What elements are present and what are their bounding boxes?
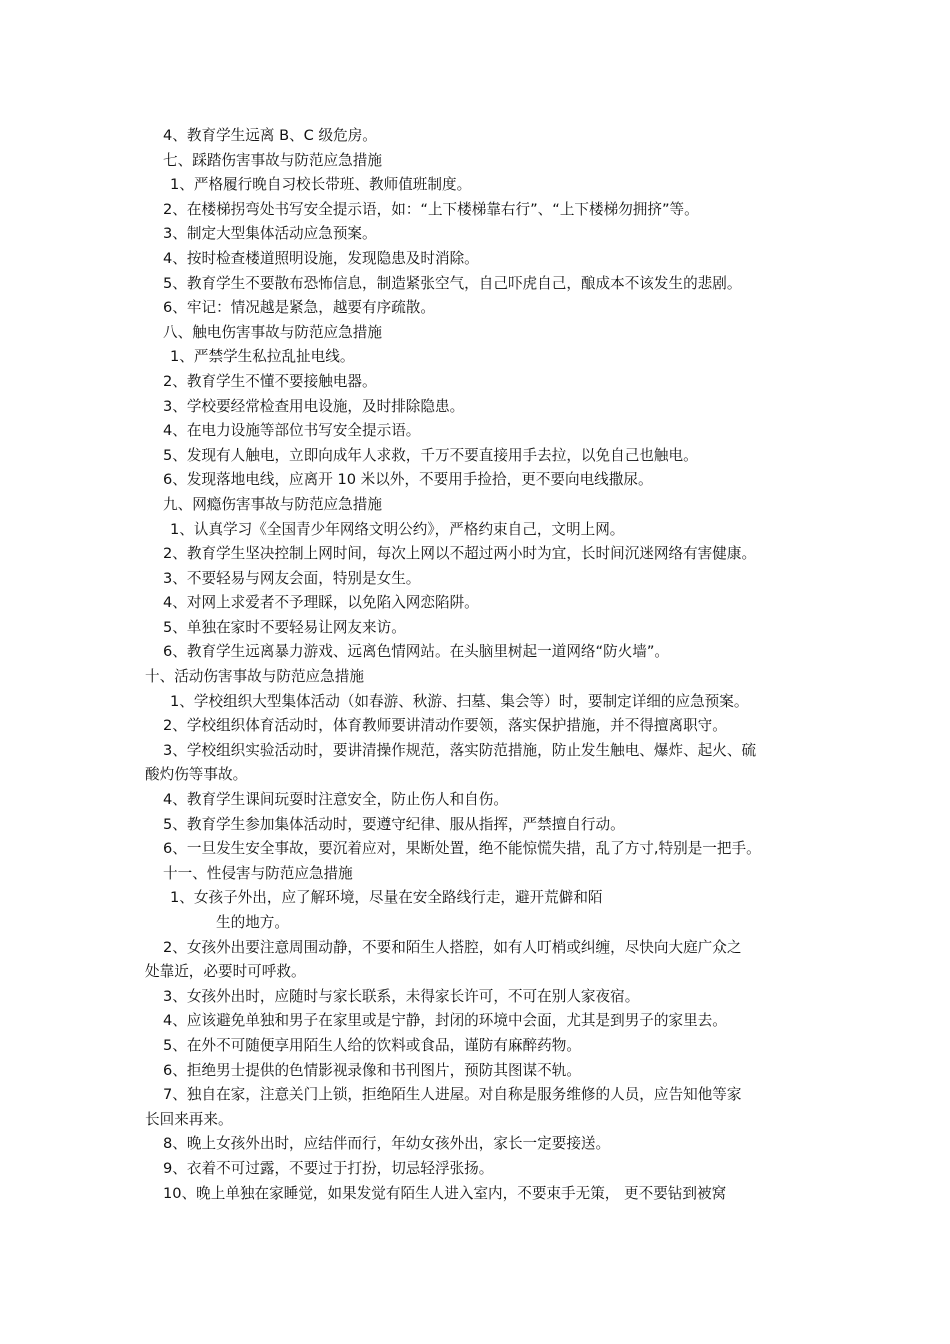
paragraph-line: 长回来再来。 (145, 1110, 233, 1128)
paragraph-line: 4、对网上求爱者不予理睬，以免陷入网恋陷阱。 (163, 594, 479, 612)
paragraph-line: 6、发现落地电线，应离开 10 米以外，不要用手捡拾，更不要向电线撒尿。 (163, 471, 653, 489)
paragraph-line: 2、在楼梯拐弯处书写安全提示语，如：“上下楼梯靠右行”、“上下楼梯勿拥挤”等。 (163, 200, 699, 218)
paragraph-line: 1、严禁学生私拉乱扯电线。 (170, 348, 355, 366)
paragraph-line: 3、不要轻易与网友会面，特别是女生。 (163, 569, 421, 587)
paragraph-line: 4、教育学生远离 B、C 级危房。 (163, 127, 377, 144)
paragraph-line: 4、应该避免单独和男子在家里或是宁静，封闭的环境中会面，尤其是到男子的家里去。 (163, 1012, 727, 1030)
paragraph-line: 生的地方。 (216, 914, 289, 931)
section-heading: 九、网瘾伤害事故与防范应急措施 (163, 495, 382, 513)
paragraph-line: 10、晚上单独在家睡觉，如果发觉有陌生人进入室内，不要束手无策， 更不要钻到被窝 (163, 1184, 727, 1202)
document-body (0, 124, 950, 1206)
paragraph-line: 6、教育学生远离暴力游戏、远离色情网站。在头脑里树起一道网络“防火墙”。 (163, 643, 670, 661)
section-heading: 七、踩踏伤害事故与防范应急措施 (163, 151, 382, 169)
paragraph-line: 5、在外不可随便享用陌生人给的饮料或食品，谨防有麻醉药物。 (163, 1036, 581, 1054)
paragraph-line: 4、按时检查楼道照明设施，发现隐患及时消除。 (163, 249, 479, 267)
paragraph-line: 2、学校组织体育活动时，体育教师要讲清动作要领，落实保护措施，并不得擅离职守。 (163, 717, 727, 735)
paragraph-line: 5、单独在家时不要轻易让网友来访。 (163, 618, 406, 636)
paragraph-line: 2、教育学生不懂不要接触电器。 (163, 372, 377, 390)
paragraph-line: 4、教育学生课间玩耍时注意安全，防止伤人和自伤。 (163, 791, 508, 809)
paragraph-line: 5、教育学生参加集体活动时，要遵守纪律、服从指挥，严禁擅自行动。 (163, 815, 625, 833)
paragraph-line: 5、教育学生不要散布恐怖信息，制造紧张空气，自己吓虎自己，酿成本不该发生的悲剧。 (163, 274, 742, 292)
paragraph-line: 3、学校要经常检查用电设施，及时排除隐患。 (163, 397, 465, 415)
paragraph-line: 酸灼伤等事故。 (145, 766, 248, 784)
paragraph-line: 8、晚上女孩外出时，应结伴而行，年幼女孩外出，家长一定要接送。 (163, 1135, 611, 1153)
paragraph-line: 2、女孩外出要注意周围动静，不要和陌生人搭腔，如有人叮梢或纠缠，尽快向大庭广众之 (163, 938, 742, 956)
paragraph-line: 5、发现有人触电，立即向成年人求救，千万不要直接用手去拉，以免自己也触电。 (163, 446, 698, 464)
section-heading: 十、活动伤害事故与防范应急措施 (145, 668, 364, 686)
paragraph-line: 1、女孩子外出，应了解环境，尽量在安全路线行走，避开荒僻和陌 (170, 889, 603, 907)
paragraph-line: 6、一旦发生安全事故，要沉着应对，果断处置，绝不能惊慌失措，乱了方寸,特别是一把手。 (163, 840, 761, 858)
paragraph-line: 4、在电力设施等部位书写安全提示语。 (163, 422, 421, 440)
paragraph-line: 7、独自在家，注意关门上锁，拒绝陌生人进屋。对自称是服务维修的人员，应告知他等家 (163, 1086, 742, 1104)
section-heading: 十一、性侵害与防范应急措施 (163, 864, 353, 882)
paragraph-line: 3、制定大型集体活动应急预案。 (163, 225, 377, 243)
paragraph-line: 6、牢记：情况越是紧急，越要有序疏散。 (163, 299, 435, 317)
paragraph-line: 9、衣着不可过露，不要过于打扮，切忌轻浮张扬。 (163, 1159, 494, 1177)
paragraph-line: 1、学校组织大型集体活动（如春游、秋游、扫墓、集会等）时，要制定详细的应急预案。 (170, 692, 749, 710)
paragraph-line: 3、学校组织实验活动时，要讲清操作规范，落实防范措施，防止发生触电、爆炸、起火、硫 (163, 741, 757, 759)
paragraph-line: 6、拒绝男士提供的色情影视录像和书刊图片，预防其图谋不轨。 (163, 1061, 581, 1079)
paragraph-line: 处靠近，必要时可呼救。 (145, 963, 306, 981)
section-heading: 八、触电伤害事故与防范应急措施 (163, 323, 382, 341)
paragraph-line: 1、严格履行晚自习校长带班、教师值班制度。 (170, 176, 472, 194)
paragraph-line: 3、女孩外出时，应随时与家长联系，未得家长许可，不可在别人家夜宿。 (163, 987, 640, 1005)
paragraph-line: 2、教育学生坚决控制上网时间，每次上网以不超过两小时为宜，长时间沉迷网络有害健康。 (163, 545, 757, 563)
paragraph-line: 1、认真学习《全国青少年网络文明公约》，严格约束自己，文明上网。 (170, 520, 625, 538)
